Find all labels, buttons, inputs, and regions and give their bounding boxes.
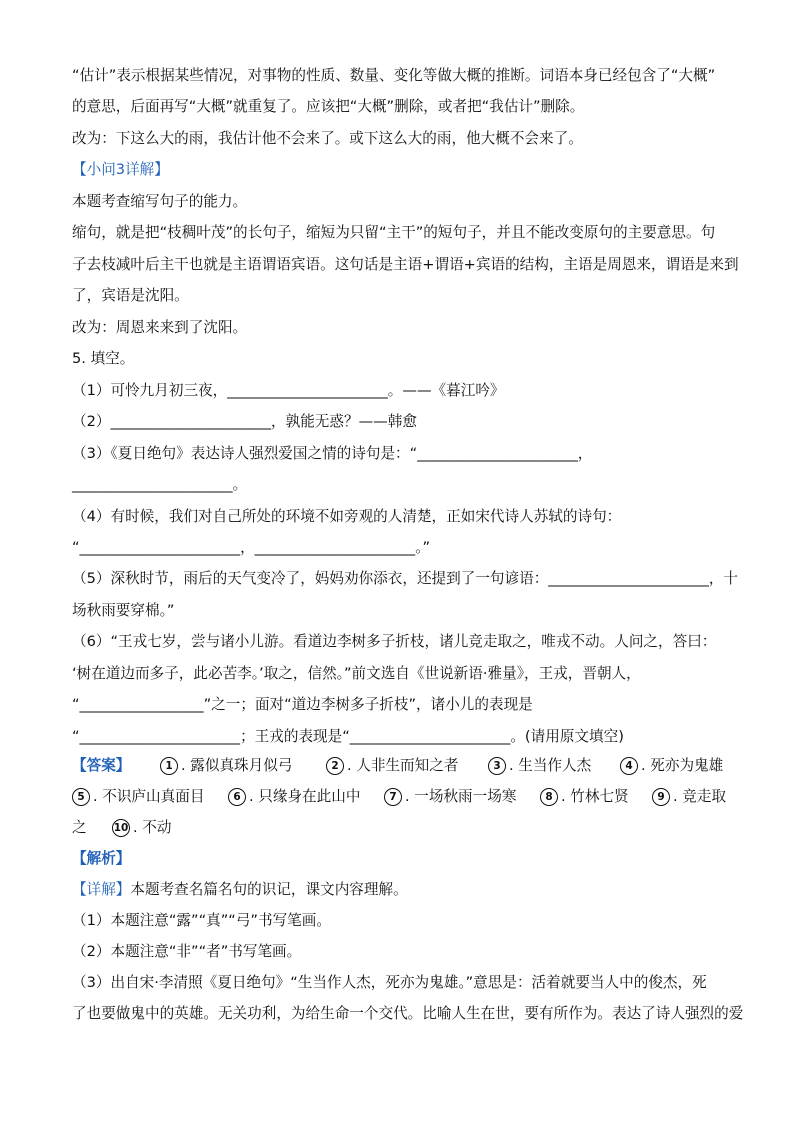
answer-label: 【答案】 bbox=[72, 757, 131, 774]
answer-number: 9 bbox=[652, 788, 670, 806]
detail-line: （3）出自宋·李清照《夏日绝句》“生当作人杰，死亦为鬼雄。”意思是：活着就要当人中的俊杰，死 bbox=[72, 974, 707, 991]
answer-text: . 不动 bbox=[133, 819, 172, 836]
answer-text: . 露似真珠月似弓 bbox=[181, 757, 293, 774]
detail-text: 本题考查名篇名句的识记，课文内容理解。 bbox=[130, 881, 408, 898]
paragraph-line: 改为：周恩来来到了沈阳。 bbox=[72, 319, 248, 336]
answer-item bbox=[488, 756, 591, 776]
question-item: ‘树在道边而多子，此必苦李。’取之，信然。”前文选自《世说新语·雅量》，王戎，晋朝人， bbox=[72, 665, 641, 682]
paragraph-line: 改为：下这么大的雨，我估计他不会来了。或下这么大的雨，他大概不会来了。 bbox=[72, 130, 583, 147]
answer-number: 4 bbox=[620, 757, 638, 775]
answer-item bbox=[72, 787, 204, 807]
detail-line bbox=[72, 880, 408, 900]
answer-number: 3 bbox=[488, 757, 506, 775]
answer-text: . 一场秋雨一场寒 bbox=[405, 788, 517, 805]
answer-number: 7 bbox=[384, 788, 402, 806]
detail-line: （2）本题注意“非”“者”书写笔画。 bbox=[72, 943, 302, 960]
answer-item bbox=[652, 787, 726, 807]
question-item: ______________________。 bbox=[72, 476, 248, 493]
paragraph-line: 子去枝减叶后主干也就是主语谓语宾语。这句话是主语+谓语+宾语的结构，主语是周恩来，谓语是来到 bbox=[72, 256, 739, 273]
question-item: （6）“王戎七岁，尝与诸小儿游。看道边李树多子折枝，诸儿竞走取之，唯戎不动。人问之，答曰： bbox=[72, 633, 717, 650]
question-item: （5）深秋时节，雨后的天气变冷了，妈妈劝你添衣，还提到了一句谚语：______________________，十 bbox=[72, 570, 739, 587]
question-item: （3）《夏日绝句》表达诗人强烈爱国之情的诗句是：“______________________， bbox=[72, 445, 593, 462]
answer-item bbox=[620, 756, 723, 776]
question-item: （4）有时候，我们对自己所处的环境不如旁观的人清楚，正如宋代诗人苏轼的诗句： bbox=[72, 508, 622, 525]
detail-line: （1）本题注意“露”“真”“弓”书写笔画。 bbox=[72, 912, 331, 929]
answer-text: . 不识庐山真面目 bbox=[93, 788, 205, 805]
paragraph-line: 了，宾语是沈阳。 bbox=[72, 287, 189, 304]
answer-number: 6 bbox=[228, 788, 246, 806]
answer-number: 1 bbox=[160, 757, 178, 775]
answer-item bbox=[540, 787, 629, 807]
answer-number: 2 bbox=[326, 757, 344, 775]
paragraph-line: 缩句，就是把“枝稠叶茂”的长句子，缩短为只留“主干”的短句子，并且不能改变原句的主要意思。句 bbox=[72, 224, 716, 241]
question-item: （2）______________________，孰能无惑？——韩愈 bbox=[72, 413, 417, 430]
detail-label: 【详解】 bbox=[72, 881, 131, 898]
answer-text: . 死亦为鬼雄 bbox=[641, 757, 724, 774]
answer-number: 8 bbox=[540, 788, 558, 806]
answer-number: 5 bbox=[72, 788, 90, 806]
paragraph-line: 的意思，后面再写“大概”就重复了。应该把“大概”删除，或者把“我估计”删除。 bbox=[72, 98, 585, 115]
paragraph-line: 本题考查缩写句子的能力。 bbox=[72, 193, 248, 210]
question-item: “_________________”之一；面对“道边李树多子折枝”，诸小儿的表现是 bbox=[72, 696, 533, 713]
answer-tail: 之 bbox=[72, 819, 87, 836]
paragraph-line: “估计”表示根据某些情况，对事物的性质、数量、变化等做大概的推断。词语本身已经包含了“大概” bbox=[72, 67, 716, 84]
answer-number: 10 bbox=[112, 819, 130, 837]
answer-text: . 竹林七贤 bbox=[561, 788, 629, 805]
answer-text: . 竞走取 bbox=[673, 788, 727, 805]
answer-text: . 人非生而知之者 bbox=[347, 757, 459, 774]
answer-item bbox=[160, 756, 292, 776]
question-item: （1）可怜九月初三夜，______________________。——《暮江吟》 bbox=[72, 382, 505, 399]
analysis-label: 【解析】 bbox=[72, 850, 131, 867]
question-title: 5. 填空。 bbox=[72, 350, 135, 367]
question-item: 场秋雨要穿棉。” bbox=[72, 602, 175, 619]
question-item: “______________________；王戎的表现是“______________________。(请用原文填空) bbox=[72, 728, 624, 745]
section-header: 【小问3详解】 bbox=[72, 161, 169, 178]
answer-text: . 生当作人杰 bbox=[509, 757, 592, 774]
answer-item bbox=[384, 787, 516, 807]
question-item: “______________________，______________________。” bbox=[72, 539, 431, 556]
answer-text: . 只缘身在此山中 bbox=[249, 788, 361, 805]
detail-line: 了也要做鬼中的英雄。无关功利，为给生命一个交代。比喻人生在世，要有所作为。表达了诗人强烈的爱 bbox=[72, 1005, 744, 1022]
answer-item bbox=[326, 756, 458, 776]
answer-item bbox=[112, 818, 171, 838]
answer-item bbox=[228, 787, 360, 807]
